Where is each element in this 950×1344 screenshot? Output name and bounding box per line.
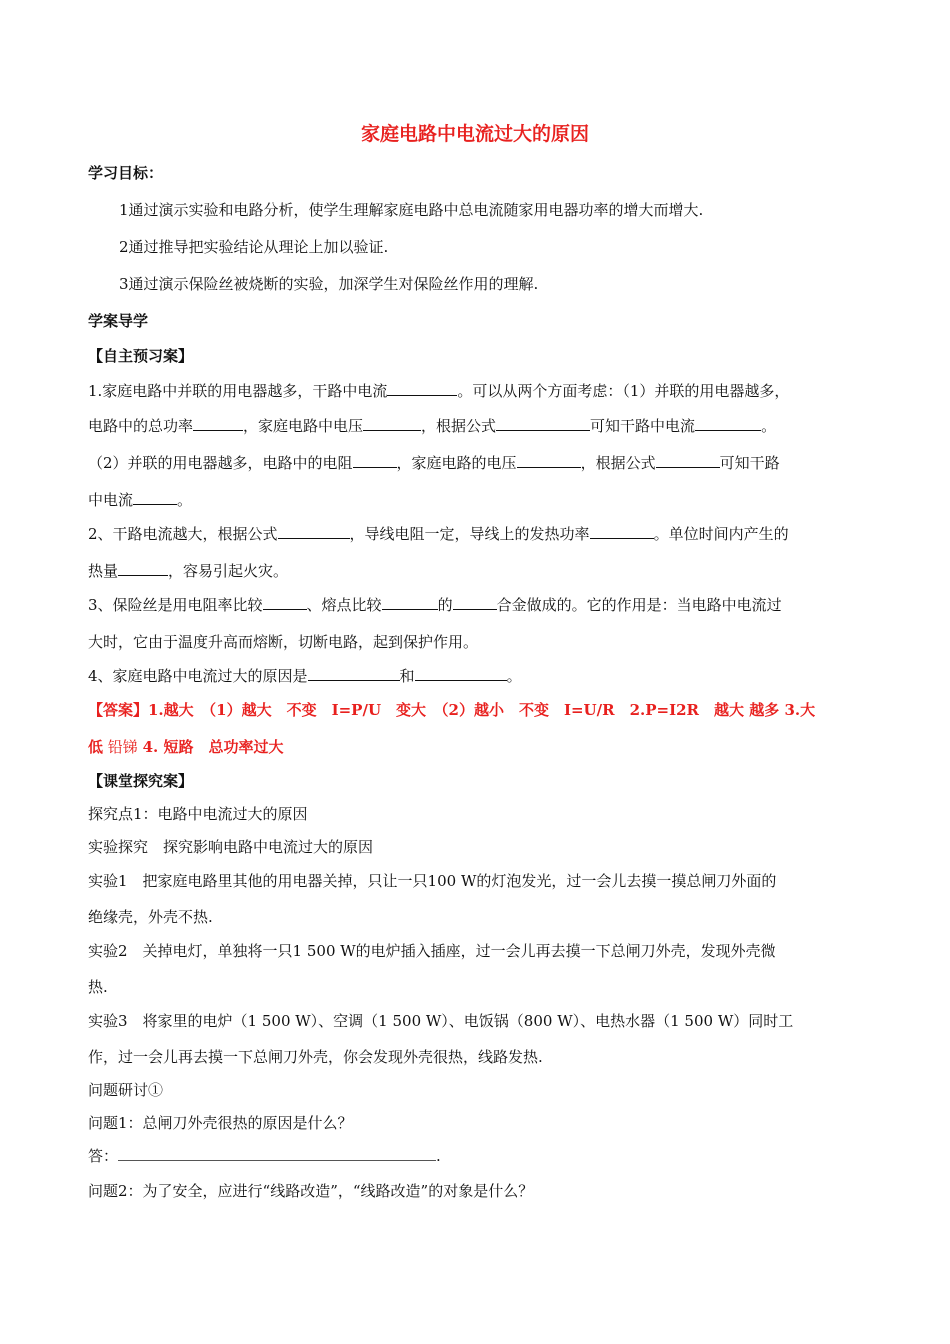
blank	[278, 524, 350, 539]
preview-q1-line4: 中电流 。	[88, 491, 193, 509]
page-title: 家庭电路中电流过大的原因	[360, 123, 589, 145]
question-1: 问题1：总闸刀外壳很热的原因是什么？	[88, 1114, 353, 1132]
preview-q1-line1: 1.家庭电路中并联的用电器越多，干路中电流 。可以从两个方面考虑：（1）并联的用电器越多，	[88, 382, 790, 400]
explore-experiment: 实验探究 探究影响电路中电流过大的原因	[88, 838, 374, 856]
preview-q1-line2: 电路中的总功率 ，家庭电路中电压 ，根据公式 可知干路中电流 。	[88, 417, 777, 435]
blank	[382, 595, 438, 610]
blank	[387, 381, 457, 396]
exp2-line2: 热.	[88, 978, 108, 996]
exp1-line1: 实验1 把家庭电路里其他的用电器关掉，只让一只100 W的灯泡发光，过一会儿去摸一摸总闸刀外面的	[88, 872, 777, 890]
answer-line1: 【答案】1.越大 （1）越大 不变 I=P/U 变大 （2）越小 不变 I=U/R 2.P=I2R 越大 越多 3.大	[88, 701, 816, 719]
blank	[695, 416, 761, 431]
preview-q2-line1: 2、干路电流越大，根据公式 ，导线电阻一定，导线上的发热功率 。单位时间内产生的	[88, 525, 789, 543]
objectives-heading: 学习目标：	[88, 164, 164, 182]
blank	[133, 490, 177, 505]
blank	[656, 453, 720, 468]
objective-1: 1通过演示实验和电路分析，使学生理解家庭电路中总电流随家用电器功率的增大而增大.	[119, 201, 704, 219]
explore-point: 探究点1：电路中电流过大的原因	[88, 805, 308, 823]
exp3-line1: 实验3 将家里的电炉（1 500 W）、空调（1 500 W）、电饭锅（800 W）、电热水器（1 500 W）同时工	[88, 1012, 794, 1030]
discuss-heading: 问题研讨①	[88, 1081, 164, 1099]
preview-q1-line3: （2）并联的用电器越多，电路中的电阻 ，家庭电路的电压 ，根据公式 可知干路	[88, 454, 780, 472]
exp3-line2: 作，过一会儿再去摸一下总闸刀外壳，你会发现外壳很热，线路发热.	[88, 1048, 543, 1066]
blank	[353, 453, 397, 468]
exp1-line2: 绝缘壳，外壳不热.	[88, 908, 213, 926]
blank	[193, 416, 243, 431]
answer-blank	[118, 1146, 436, 1161]
explore-heading: 【课堂探究案】	[88, 772, 194, 790]
blank	[263, 595, 307, 610]
preview-q3-line1: 3、保险丝是用电阻率比较 、熔点比较 的 合金做成的。它的作用是：当电路中电流过	[88, 596, 782, 614]
blank	[453, 595, 497, 610]
blank	[118, 561, 168, 576]
blank	[496, 416, 590, 431]
blank	[415, 666, 507, 681]
preview-q4: 4、家庭电路中电流过大的原因是 和 。	[88, 667, 522, 685]
exp2-line1: 实验2 关掉电灯，单独将一只1 500 W的电炉插入插座，过一会儿再去摸一下总闸刀外壳，发现外壳微	[88, 942, 776, 960]
objective-2: 2通过推导把实验结论从理论上加以验证.	[119, 238, 389, 256]
blank	[308, 666, 400, 681]
question-2: 问题2：为了安全，应进行“线路改造”，“线路改造”的对象是什么？	[88, 1182, 534, 1200]
preview-q2-line2: 热量 ，容易引起火灾。	[88, 562, 289, 580]
blank	[590, 524, 654, 539]
objective-3: 3通过演示保险丝被烧断的实验，加深学生对保险丝作用的理解.	[119, 275, 539, 293]
preview-q3-line2: 大时，它由于温度升高而熔断，切断电路，起到保护作用。	[88, 633, 479, 651]
preview-heading: 【自主预习案】	[88, 347, 194, 365]
blank	[363, 416, 421, 431]
guide-heading: 学案导学	[88, 312, 149, 330]
answer-line2: 低 铅锑 4. 短路 总功率过大	[88, 738, 284, 756]
answer-line: 答： .	[88, 1147, 441, 1165]
blank	[517, 453, 581, 468]
